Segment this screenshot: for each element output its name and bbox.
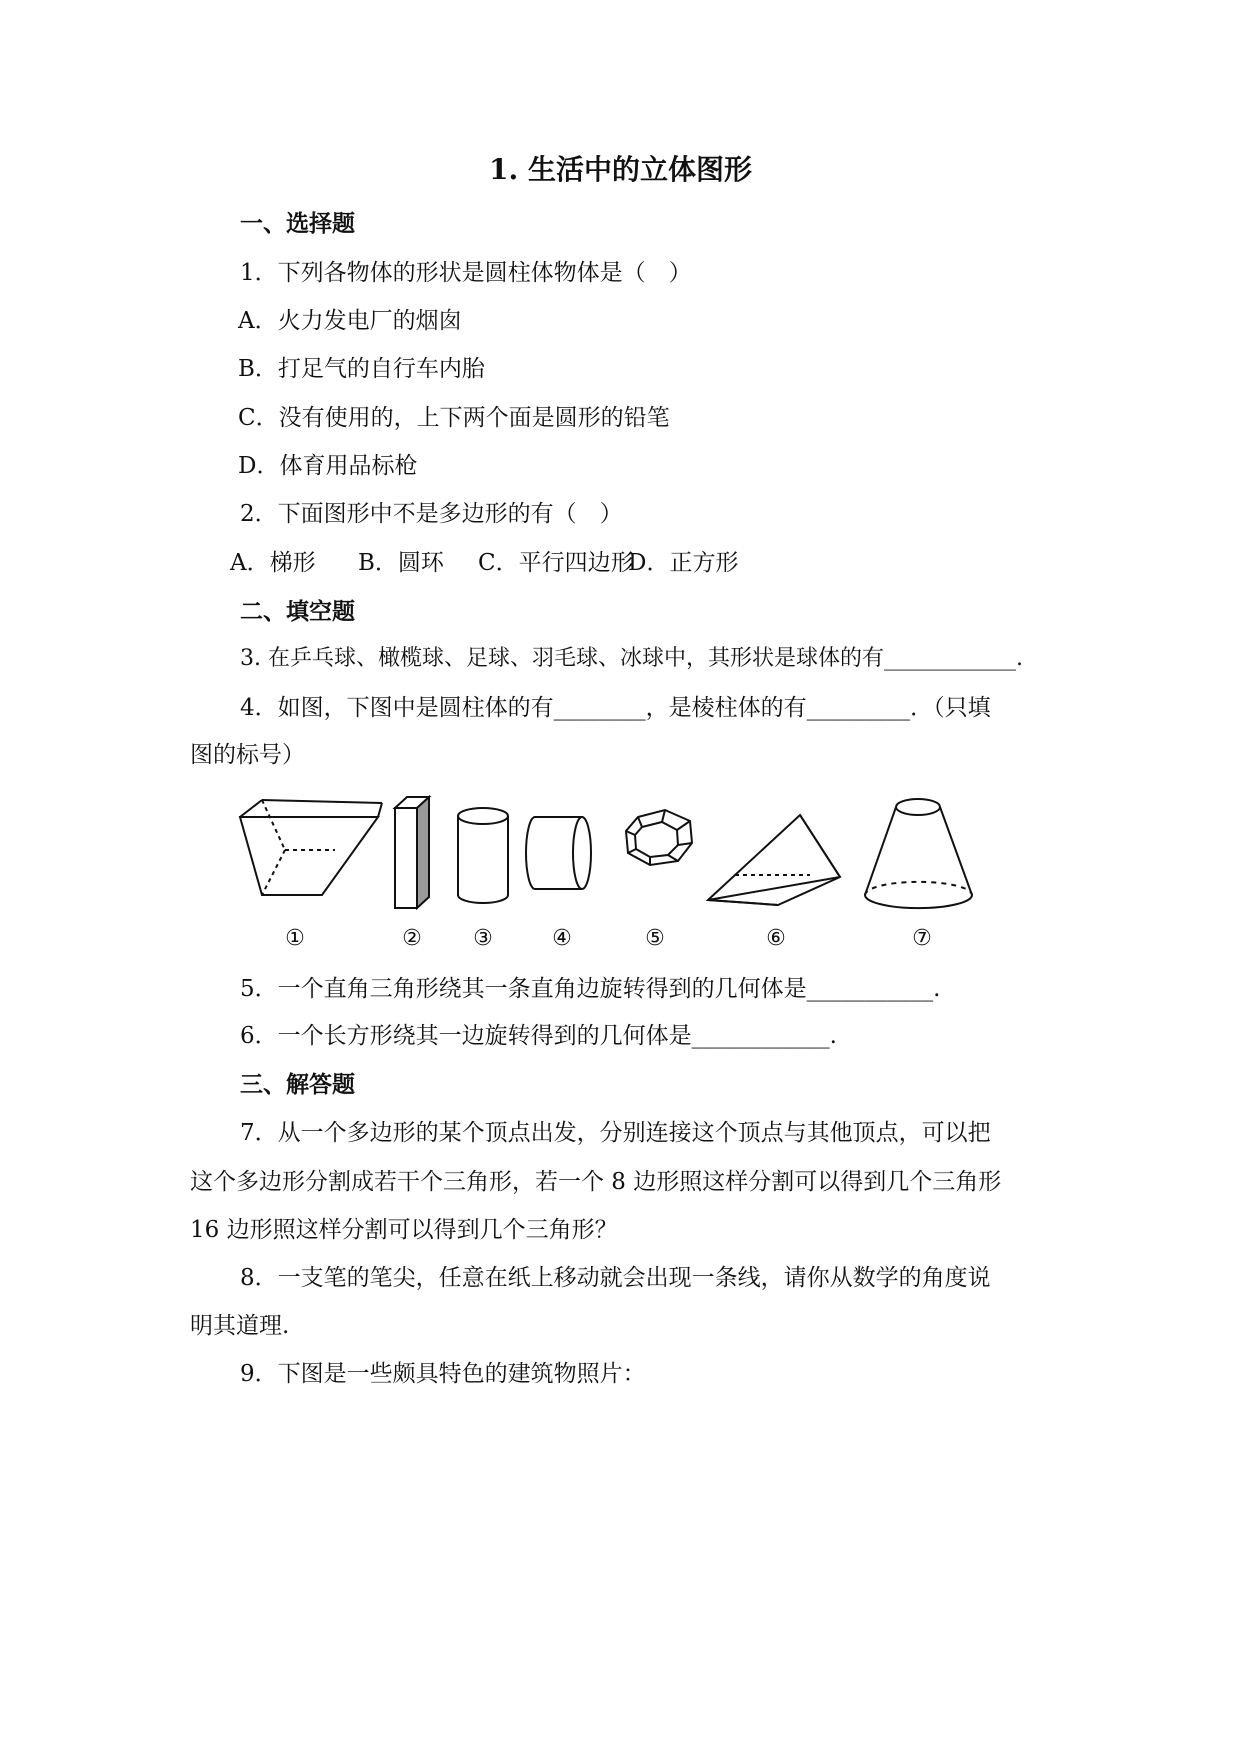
q3-text: 3. 在乒乓球、橄榄球、足球、羽毛球、冰球中，其形状是球体的有____________. [240,646,1023,671]
section-answer: 三、解答题 [240,1071,355,1098]
solid-2-rectangular-prism [395,797,429,908]
figure-label-3: ③ [473,926,493,951]
solid-4-cylinder [526,817,591,889]
section-fill: 二、填空题 [240,598,355,625]
q9-text: 9．下图是一些颇具特色的建筑物照片： [240,1361,646,1387]
q1-option-a: A．火力发电厂的烟囱 [238,308,462,334]
q2-option-b: B．圆环 [358,550,444,576]
q2-options [230,547,738,579]
q7-line2: 这个多边形分割成若干个三角形，若一个 8 边形照这样分割可以得到几个三角形 [190,1169,1002,1195]
solids-figure [230,795,1010,965]
figure-label-5: ⑤ [645,926,665,951]
q7-line1: 7．从一个多边形的某个顶点出发，分别连接这个顶点与其他顶点，可以把 [240,1120,991,1146]
q2-option-d: D．正方形 [628,550,739,576]
q8-line2: 明其道理. [190,1313,290,1339]
q7-line3: 16 边形照这样分割可以得到几个三角形？ [190,1217,618,1243]
q4-line2: 图的标号） [190,742,305,768]
q2-option-c: C．平行四边形 [478,550,634,576]
q1-stem: 1．下列各物体的形状是圆柱体物体是（ ） [240,260,692,286]
solid-6-triangular-prism [708,815,840,905]
figure-label-7: ⑦ [912,926,932,951]
solid-3-cylinder [458,808,508,903]
figure-label-2: ② [402,926,422,951]
q1-option-b: B．打足气的自行车内胎 [238,356,485,382]
page-title: 1. 生活中的立体图形 [489,153,752,186]
q6-text: 6．一个长方形绕其一边旋转得到的几何体是____________. [240,1023,837,1049]
q2-stem: 2．下面图形中不是多边形的有（ ） [240,501,623,527]
figure-label-4: ④ [552,926,572,951]
figure-label-6: ⑥ [766,926,786,951]
q1-option-d: D．体育用品标枪 [238,453,418,479]
section-choice: 一、选择题 [240,210,355,237]
q8-line1: 8．一支笔的笔尖，任意在纸上移动就会出现一条线，请你从数学的角度说 [240,1265,991,1291]
solid-5-octagonal-prism [626,810,692,865]
q2-option-a: A．梯形 [230,550,316,576]
solid-7-frustum [865,799,972,908]
figure-label-1: ① [285,926,305,951]
q4-line1: 4．如图，下图中是圆柱体的有________，是棱柱体的有_________．（只填 [240,695,991,721]
q1-option-c: C．没有使用的，上下两个面是圆形的铅笔 [238,405,670,431]
solid-1-trapezoid-prism [240,800,382,895]
q5-text: 5．一个直角三角形绕其一条直角边旋转得到的几何体是___________. [240,976,941,1002]
